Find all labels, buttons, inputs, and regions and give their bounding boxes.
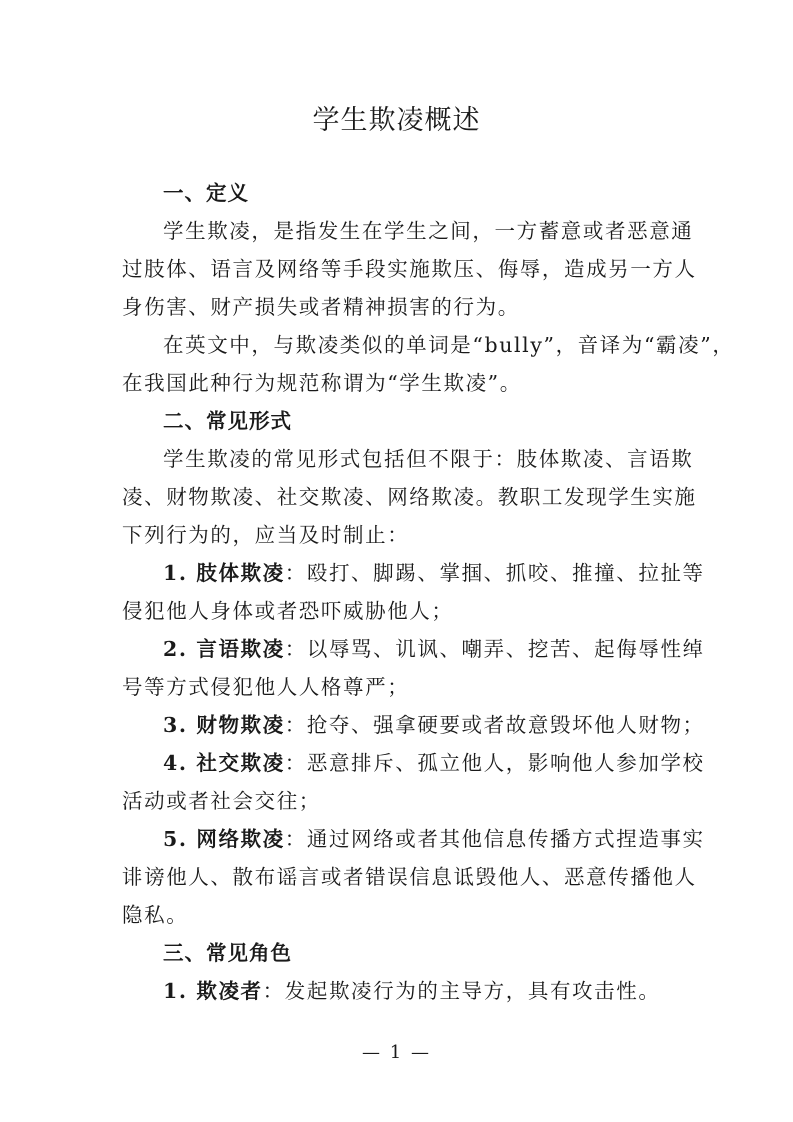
paragraph-line: 活动或者社会交往； <box>122 789 321 813</box>
list-item-physical <box>163 555 705 591</box>
list-item-property <box>163 707 705 743</box>
paragraph-line: 诽谤他人、散布谣言或者错误信息诋毁他人、恶意传播他人 <box>122 865 697 889</box>
list-item-label: 1. 欺凌者 <box>163 979 263 1003</box>
paragraph-line: 学生欺凌的常见形式包括但不限于：肢体欺凌、言语欺 <box>163 447 694 471</box>
list-item-label: 3. 财物欺凌 <box>163 713 285 737</box>
list-item-bully <box>163 973 682 1009</box>
paragraph-line: 下列行为的，应当及时制止： <box>122 523 410 547</box>
list-item-text: ：通过网络或者其他信息传播方式捏造事实 <box>284 827 705 851</box>
list-item-label: 5. 网络欺凌 <box>163 827 285 851</box>
paragraph-line: 侵犯他人身体或者恐吓威胁他人； <box>122 599 454 623</box>
section-heading-definition: 一、定义 <box>163 181 249 205</box>
paragraph-line: 在我国此种行为规范称谓为“学生欺凌”。 <box>122 371 522 395</box>
section-heading-forms: 二、常见形式 <box>163 409 292 433</box>
list-item-text: ：恶意排斥、孤立他人，影响他人参加学校 <box>284 751 705 775</box>
paragraph-line: 学生欺凌，是指发生在学生之间，一方蓄意或者恶意通 <box>163 219 694 243</box>
list-item-cyber <box>163 821 705 857</box>
list-item-social <box>163 745 705 781</box>
list-item-text: ：以辱骂、讥讽、嘲弄、挖苦、起侮辱性绰 <box>284 637 705 661</box>
paragraph-line: 号等方式侵犯他人人格尊严； <box>122 675 410 699</box>
list-item-verbal <box>163 631 705 667</box>
paragraph-line: 身伤害、财产损失或者精神损害的行为。 <box>122 295 520 319</box>
paragraph-line: 过肢体、语言及网络等手段实施欺压、侮辱，造成另一方人 <box>122 257 697 281</box>
paragraph-line: 凌、财物欺凌、社交欺凌、网络欺凌。教职工发现学生实施 <box>122 485 697 509</box>
list-item-label: 2. 言语欺凌 <box>163 637 285 661</box>
list-item-text: ：抢夺、强拿硬要或者故意毁坏他人财物； <box>284 713 705 737</box>
list-item-label: 1. 肢体欺凌 <box>163 561 285 585</box>
list-item-text: ：发起欺凌行为的主导方，具有攻击性。 <box>262 979 661 1003</box>
list-item-text: ：殴打、脚踢、掌掴、抓咬、推撞、拉扯等 <box>284 561 705 585</box>
paragraph-line: 隐私。 <box>122 903 189 927</box>
section-heading-roles: 三、常见角色 <box>163 941 292 965</box>
page-title: 学生欺凌概述 <box>312 105 481 136</box>
paragraph-line: 在英文中，与欺凌类似的单词是“bully”，音译为“霸凌”， <box>163 333 735 357</box>
page-number: — 1 — <box>362 1042 431 1063</box>
list-item-label: 4. 社交欺凌 <box>163 751 285 775</box>
